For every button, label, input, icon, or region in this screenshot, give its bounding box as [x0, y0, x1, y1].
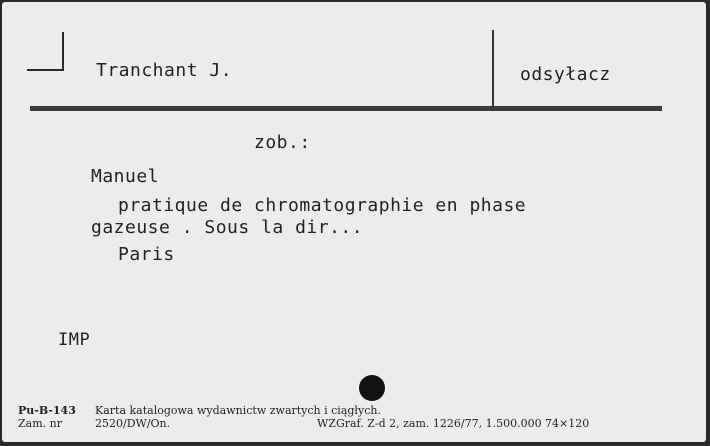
footer-printer-info: WZGraf. Z-d 2, zam. 1226/77, 1.500.000 74×120 — [317, 417, 590, 430]
author-name: Tranchant J. — [96, 60, 233, 81]
imp-mark: IMP — [58, 330, 91, 350]
reference-label: zob.: — [254, 132, 311, 153]
title-line-3: gazeuse . Sous la dir... — [91, 217, 364, 238]
card-type-label: odsyłacz — [520, 64, 611, 85]
title-line-2: pratique de chromatographie en phase — [118, 195, 527, 216]
title-line-4: Paris — [118, 244, 175, 265]
title-line-1: Manuel — [91, 166, 160, 187]
footer-form-code: Pu-B-143 — [18, 404, 76, 417]
header-horizontal-rule — [30, 106, 662, 111]
footer-order-number: 2520/DW/On. — [95, 417, 171, 430]
footer-order-label: Zam. nr — [18, 417, 62, 430]
footer-description: Karta katalogowa wydawnictw zwartych i ciągłych. — [95, 404, 381, 417]
corner-mark-horizontal — [27, 69, 64, 71]
catalog-card — [2, 2, 706, 442]
corner-mark-vertical — [62, 32, 64, 70]
header-vertical-divider — [492, 30, 494, 106]
punch-hole — [359, 375, 385, 401]
